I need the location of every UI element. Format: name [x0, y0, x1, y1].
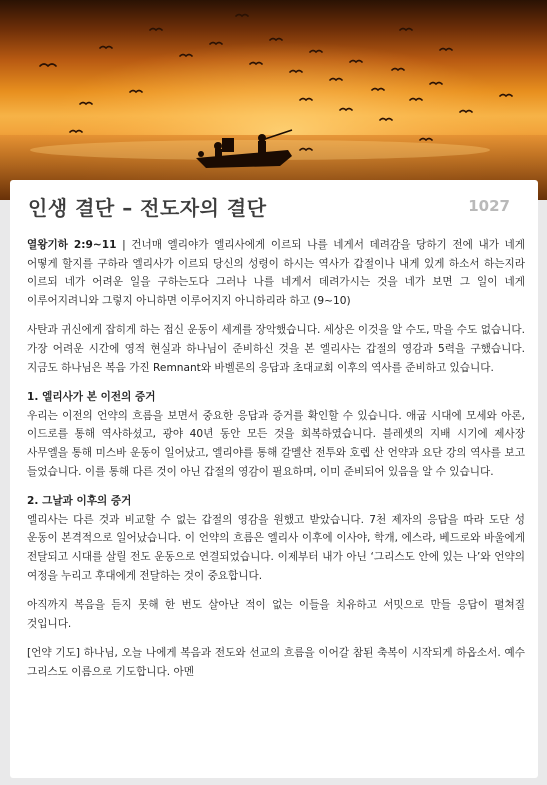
section-heading: 2. 그날과 이후의 증거 [27, 495, 132, 508]
article-body [27, 236, 525, 692]
section-2 [27, 492, 525, 585]
page-number: 1027 [468, 197, 510, 215]
page-title: 인생 결단 – 전도자의 결단 [28, 196, 267, 220]
scripture-text: | 건너매 엘리야가 엘리사에게 이르되 나를 네게서 데려감을 당하기 전에 내가 네게 어떻게 할지를 구하라 엘리사가 이르되 당신의 성령이 하시는 역사가 갑절이나 내게 있게 하소서 하는지라 이르되 네가 어려운 일을 구하는도다 그러나 나를 네게서 데려가시는 것을 네가 보면 그 일이 네게 이루어지려니와 그렇지 아니하면 이루어지지 아니하리라 하고 (9~10) [27, 239, 525, 307]
section-1 [27, 388, 525, 481]
closing-paragraph: 아직까지 복음을 듣지 못해 한 번도 살아난 적이 없는 이들을 치유하고 서밋으로 만들 응답이 펼쳐질 것입니다. [27, 599, 525, 630]
section-body: 엘리사는 다른 것과 비교할 수 없는 갑절의 영감을 원했고 받았습니다. 7천 제자의 응답을 따라 도단 성 운동이 본격적으로 일어났습니다. 이 언약의 흐름은 엘리사 이후에 이사야, 학개, 에스라, 베드로와 바울에게 전달되고 시대를 살릴 전도 운동으로 연결되었습니다. 이제부터 내가 아닌 ‘그리스도 안에 있는 나’와 언약의 여정을 누리고 후대에게 전달하는 것이 중요합니다. [27, 513, 525, 582]
section-body: 우리는 이전의 언약의 흐름을 보면서 중요한 응답과 증거를 확인할 수 있습니다. 애굽 시대에 모세와 아론, 이드로를 통해 역사하셨고, 광야 40년 동안 모든 것을 회복하였습니다. 블레셋의 지배 시기에 제사장 사무엘을 통해 미스바 운동이 일어났고, 엘리야를 통해 갈멜산 전투와 호렙 산 언약과 요단 강의 역사를 보고 들었습니다. 이를 통해 다른 것이 아닌 갑절의 영감이 필요하며, 이미 준비되어 있음을 알 수 있습니다. [27, 409, 525, 478]
intro-paragraph: 사탄과 귀신에게 잡히게 하는 접신 운동이 세계를 장악했습니다. 세상은 이것을 알 수도, 막을 수도 없습니다. 가장 어려운 시간에 영적 현실과 하나님이 준비하신 것을 본 엘리사는 갑절의 영감과 5력을 구했습니다. 지금도 하나님은 복음 가진 Remnant와 바벨론의 응답과 초대교회 이후의 역사를 준비하고 있습니다. [27, 324, 525, 374]
scripture-reference: 열왕기하 2:9~11 [27, 239, 117, 251]
prayer-paragraph: [언약 기도] 하나님, 오늘 나에게 복음과 전도와 선교의 흐름을 이어갈 참된 축복이 시작되게 하옵소서. 예수 그리스도 이름으로 기도합니다. 아멘 [27, 647, 525, 678]
header-photo [0, 0, 547, 200]
sunset-boat-birds-image [0, 0, 547, 200]
section-heading: 1. 엘리사가 본 이전의 증거 [27, 391, 156, 404]
content-card [10, 180, 538, 778]
scripture-paragraph [27, 236, 525, 310]
